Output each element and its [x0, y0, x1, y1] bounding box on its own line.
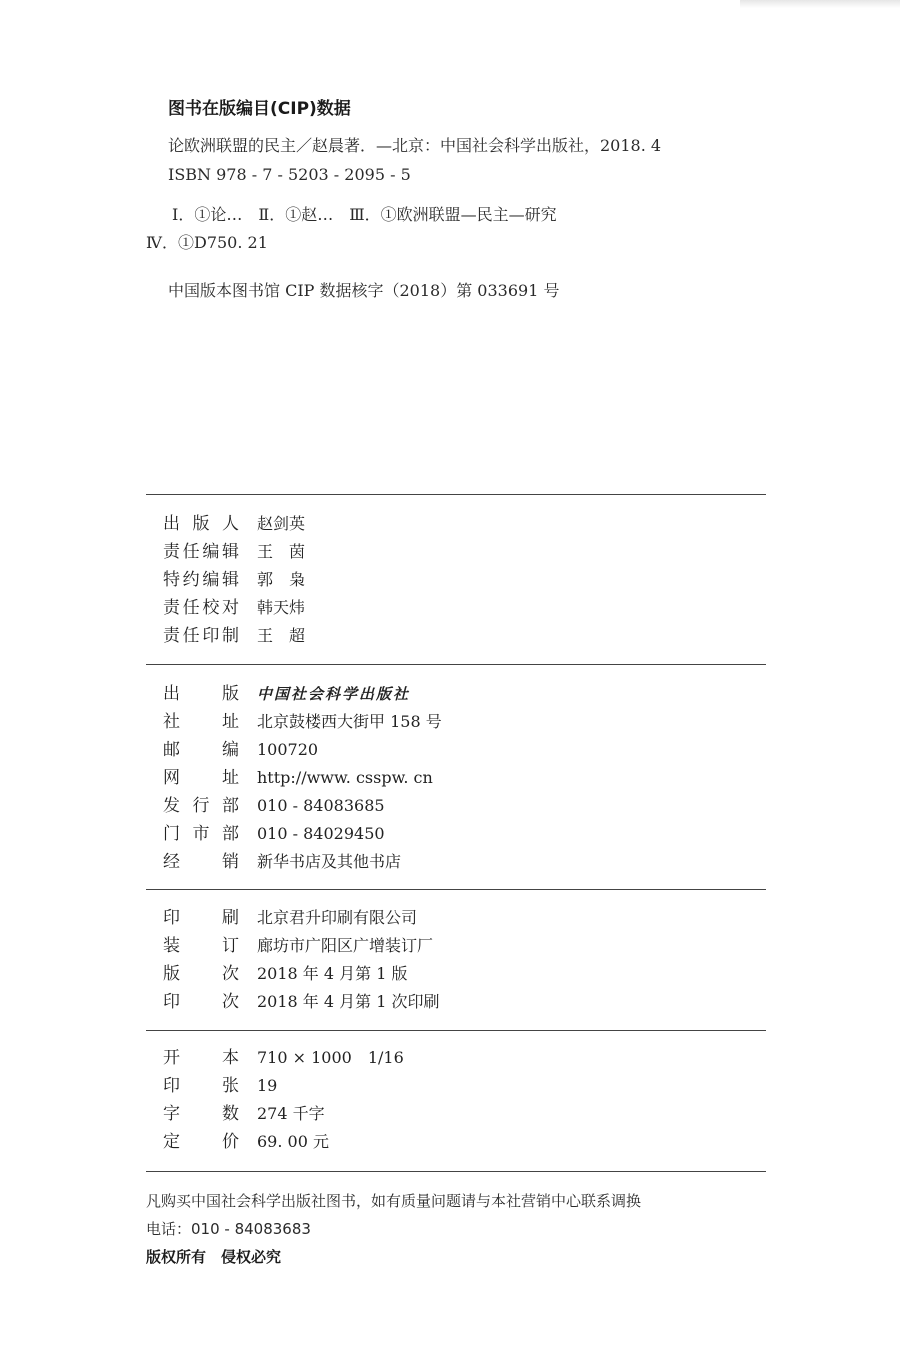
cip-line-classification: Ⅰ．①论… Ⅱ．①赵… Ⅲ．①欧洲联盟—民主—研究: [172, 205, 557, 224]
publisher-label: 发 行 部: [163, 796, 239, 816]
cip-line-isbn: ISBN 978 - 7 - 5203 - 2095 - 5: [168, 165, 411, 184]
spec-label: 字 数: [163, 1104, 239, 1124]
divider: [146, 1030, 766, 1031]
publisher-website: http://www. csspw. cn: [257, 768, 433, 787]
divider: [146, 1171, 766, 1172]
service-phone: 电话：010 - 84083683: [146, 1220, 311, 1238]
printing-value: 北京君升印刷有限公司: [257, 908, 418, 927]
printing-label: 装 订: [163, 936, 239, 956]
publisher-label: 门 市 部: [163, 824, 239, 844]
spec-label: 开 本: [163, 1048, 239, 1068]
publisher-name-logo: 中国社会科学出版社: [257, 685, 411, 703]
publisher-label: 网 址: [163, 768, 239, 788]
staff-value: 赵剑英: [257, 514, 306, 533]
staff-label: 责 任 印 制: [163, 626, 239, 646]
publisher-label: 邮 编: [163, 740, 239, 760]
publisher-label: 经 销: [163, 852, 239, 872]
divider: [146, 494, 766, 495]
publisher-value: 100720: [257, 740, 319, 759]
publisher-label: 社 址: [163, 712, 239, 732]
staff-label: 责 任 校 对: [163, 598, 239, 618]
printing-label: 印 次: [163, 992, 239, 1012]
cip-line-record-number: 中国版本图书馆 CIP 数据核字（2018）第 033691 号: [168, 281, 560, 300]
spec-value: 710 × 1000 1/16: [257, 1048, 404, 1067]
printing-label: 版 次: [163, 964, 239, 984]
cip-title: 图书在版编目(CIP)数据: [168, 99, 351, 119]
printing-label: 印 刷: [163, 908, 239, 928]
printing-value: 廊坊市广阳区广增装订厂: [257, 936, 434, 955]
printing-value: 2018 年 4 月第 1 版: [257, 964, 408, 983]
publisher-value: 北京鼓楼西大街甲 158 号: [257, 712, 442, 731]
staff-label: 责 任 编 辑: [163, 542, 239, 562]
staff-value: 郭 枭: [257, 570, 306, 589]
divider: [146, 889, 766, 890]
spec-value: 69. 00 元: [257, 1132, 329, 1151]
cip-line-class-number: Ⅳ．①D750. 21: [146, 233, 268, 252]
spec-label: 定 价: [163, 1132, 239, 1152]
quality-notice: 凡购买中国社会科学出版社图书，如有质量问题请与本社营销中心联系调换: [146, 1192, 642, 1210]
spec-label: 印 张: [163, 1076, 239, 1096]
publisher-label: 出 版: [163, 684, 239, 704]
publisher-value: 010 - 84083685: [257, 796, 385, 815]
printing-value: 2018 年 4 月第 1 次印刷: [257, 992, 440, 1011]
publisher-value: 010 - 84029450: [257, 824, 385, 843]
staff-label: 特 约 编 辑: [163, 570, 239, 590]
scan-edge-shadow: [740, 0, 900, 8]
spec-value: 274 千字: [257, 1104, 325, 1123]
publisher-value: 新华书店及其他书店: [257, 852, 402, 871]
staff-label: 出 版 人: [163, 514, 239, 534]
spec-value: 19: [257, 1076, 278, 1095]
copyright-notice: 版权所有 侵权必究: [146, 1248, 282, 1266]
divider: [146, 664, 766, 665]
staff-value: 王 茵: [257, 542, 306, 561]
staff-value: 王 超: [257, 626, 306, 645]
staff-value: 韩天炜: [257, 598, 306, 617]
cip-line-title-author: 论欧洲联盟的民主／赵晨著．—北京：中国社会科学出版社，2018. 4: [168, 136, 662, 155]
